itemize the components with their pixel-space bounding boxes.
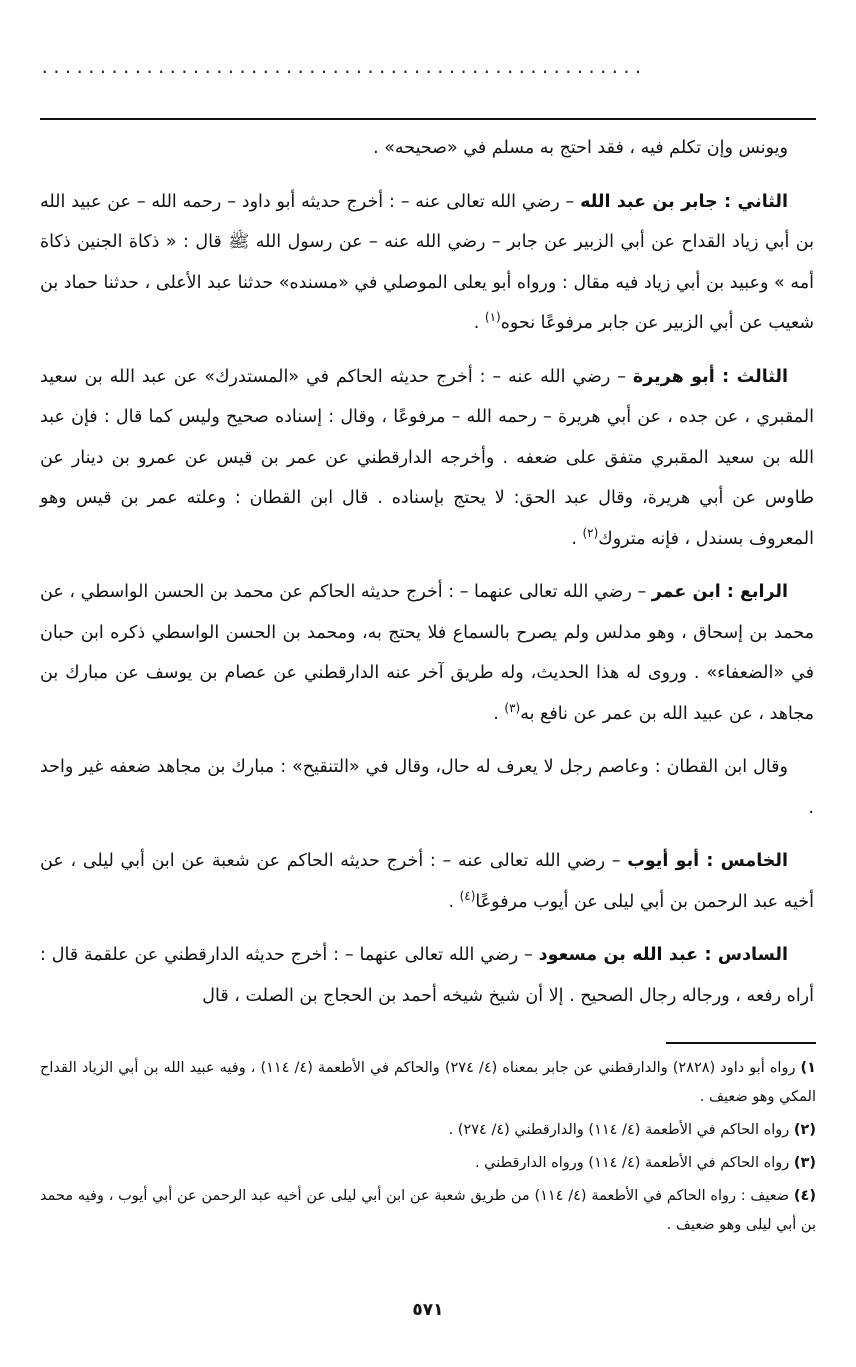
paragraph-text: – رضي الله عنه – : أخرج حديثه الحاكم في «المستدرك» عن عبد الله بن سعيد المقبري ، عن جده ، عن أبي هريرة – رحمه الله – مرفوعًا ، وقال : إسناده صحيح وليس كما قال : فإن عبد الله بن سعيد المقبري متفق على ضعفه . وأخرجه الدارقطني عن عمر بن قيس عن عمرو بن دينار عن طاوس عن أبي هريرة، وقال عبد الحق: لا يحتج بإسناده . قال ابن القطان : وعلته عمر بن قيس وهو المعروف بسندل ، فإنه متروك <box>40 366 814 549</box>
paragraph-heading: الثالث : أبو هريرة <box>632 366 788 387</box>
paragraph-text: وقال ابن القطان : وعاصم رجل لا يعرف له حال، وقال في «التنقيح» : مبارك بن مجاهد ضعفه غير واحد . <box>40 757 814 818</box>
main-text <box>40 128 814 1029</box>
footnote-text: ضعيف : رواه الحاكم في الأطعمة (٤/ ١١٤) من طريق شعبة عن ابن أبي ليلى عن أخيه عبد الرحمن عن أبي أيوب ، وفيه محمد بن أبي ليلى وهو ضعيف . <box>40 1188 816 1233</box>
footnote-ref: (١) <box>484 310 501 325</box>
footnote-3 <box>40 1149 816 1178</box>
paragraph-abu-ayyub <box>40 841 814 922</box>
paragraph-tail: . <box>493 703 505 724</box>
footnote-separator <box>666 1042 816 1044</box>
footnote-number: ١) <box>800 1060 817 1076</box>
paragraph-abu-hurayra <box>40 357 814 560</box>
paragraph-heading: الخامس : أبو أيوب <box>627 851 788 871</box>
paragraph-ibn-al-qattan <box>40 747 814 828</box>
footnote-4 <box>40 1182 816 1240</box>
footnote-ref: (٤) <box>459 888 476 903</box>
paragraph-tail: . <box>571 528 583 549</box>
footnote-number: (٣) <box>793 1155 816 1171</box>
paragraph-continuation <box>40 128 814 169</box>
page-number: ٥٧١ <box>412 1300 444 1320</box>
footnote-ref: (٣) <box>504 700 521 715</box>
paragraph-heading: السادس : عبد الله بن مسعود <box>538 945 788 965</box>
paragraph-text: – رضي الله تعالى عنه – : أخرج حديثه الحاكم عن شعبة عن ابن أبي ليلى ، عن أخيه عبد الرحمن بن أبي ليلى عن أيوب مرفوعًا <box>40 851 814 912</box>
footnote-text: رواه الحاكم في الأطعمة (٤/ ١١٤) والدارقطني (٤/ ٢٧٤) . <box>448 1122 794 1138</box>
paragraph-text: – رضي الله تعالى عنه – : أخرج حديثه أبو داود – رحمه الله – عن عبيد الله بن أبي زياد القداح عن أبي الزبير عن جابر – رضي الله عنه – عن رسول الله ﷺ قال : « ذكاة الجنين ذكاة أمه » وعبيد بن أبي زياد فيه مقال : ورواه أبو يعلى الموصلي في «مسنده» حدثنا عبد الأعلى ، حدثنا حماد بن شعيب عن أبي الزبير عن جابر مرفوعًا نحوه <box>40 191 814 333</box>
header-rule <box>40 118 816 120</box>
footnotes <box>40 1054 816 1244</box>
paragraph-ibn-umar <box>40 572 814 734</box>
paragraph-text: ويونس وإن تكلم فيه ، فقد احتج به مسلم في «صحيحه» . <box>373 138 788 158</box>
footnote-2 <box>40 1116 816 1145</box>
paragraph-tail: . <box>473 313 485 333</box>
footnote-text: رواه أبو داود (٢٨٢٨) والدارقطني عن جابر بمعناه (٤/ ٢٧٤) والحاكم في الأطعمة (٤/ ١١٤) ، وفيه عبيد الله بن أبي الزياد القداح المكي وهو ضعيف . <box>40 1060 816 1105</box>
footnote-number: (٢) <box>793 1122 816 1138</box>
paragraph-text: – رضي الله تعالى عنهما – : أخرج حديثه الدارقطني عن علقمة قال : أراه رفعه ، ورجاله رجال الصحيح . إلا أن شيخ شيخه أحمد بن الحجاج بن الصلت ، قال <box>40 945 814 1006</box>
footnote-ref: (٢) <box>582 525 599 540</box>
paragraph-ibn-masud <box>40 935 814 1016</box>
paragraph-tail: . <box>448 891 460 912</box>
paragraph-jabir <box>40 182 814 344</box>
footnote-number: (٤) <box>793 1188 816 1204</box>
footnote-text: رواه الحاكم في الأطعمة (٤/ ١١٤) ورواه الدارقطني . <box>474 1155 794 1171</box>
paragraph-heading: الثاني : جابر بن عبد الله <box>580 191 789 212</box>
paragraph-heading: الرابع : ابن عمر <box>651 582 788 602</box>
header-dotted-line: .................................................... <box>40 58 645 77</box>
footnote-1 <box>40 1054 816 1112</box>
paragraph-text: – رضي الله تعالى عنهما – : أخرج حديثه الحاكم عن محمد بن الحسن الواسطي ، عن محمد بن إسحاق ، وهو مدلس ولم يصرح بالسماع فلا يحتج به، ومحمد بن الحسن الواسطي ذكره ابن حبان في «الضعفاء» . وروى له هذا الحديث، وله طريق آخر عنه الدارقطني عن عصام بن يوسف عن مبارك بن مجاهد ، عن عبيد الله بن عمر عن نافع به <box>40 582 814 724</box>
